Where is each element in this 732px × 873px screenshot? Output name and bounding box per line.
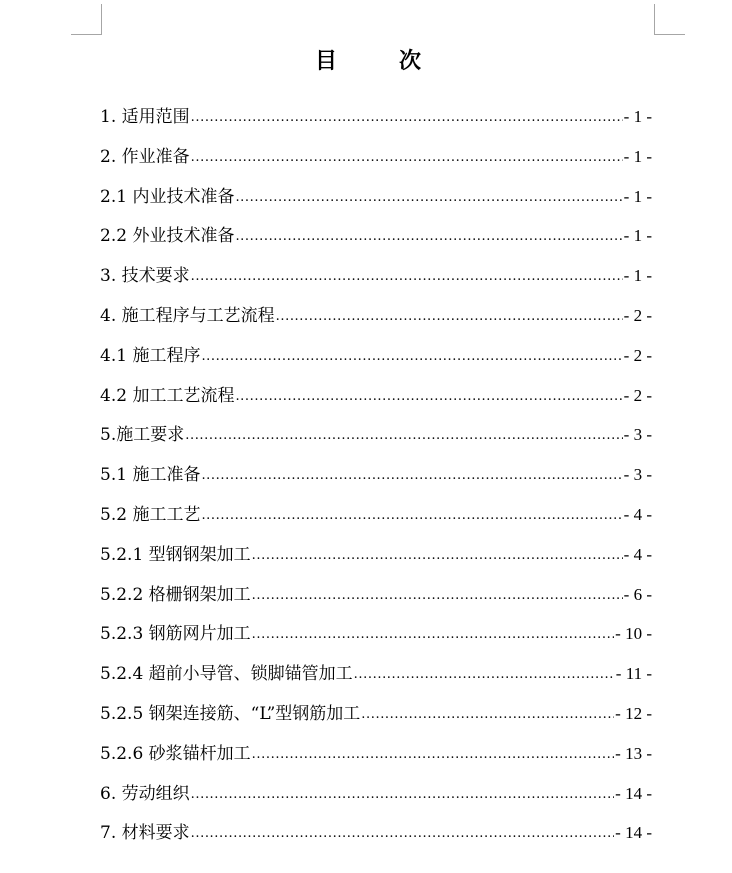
toc-entry[interactable] (100, 177, 652, 217)
toc-entry-label: 1. 适用范围 (100, 107, 190, 127)
toc-dot-leader (354, 654, 615, 695)
toc-entry[interactable] (100, 137, 652, 177)
toc-dot-leader (235, 216, 622, 257)
table-of-contents (100, 97, 652, 853)
toc-entry-label: 4. 施工程序与工艺流程 (100, 305, 275, 326)
toc-dot-leader (201, 495, 622, 536)
toc-entry[interactable] (100, 694, 652, 734)
toc-entry-label: 6. 劳动组织 (100, 783, 190, 804)
toc-entry[interactable] (100, 774, 652, 814)
toc-entry[interactable] (100, 415, 652, 455)
crop-mark-top-left (71, 4, 102, 35)
toc-entry-label: 5.2.5 钢架连接筋、“L”型钢筋加工 (100, 703, 361, 724)
toc-entry[interactable] (100, 376, 652, 416)
toc-entry[interactable] (100, 614, 652, 654)
toc-entry-label: 5.2.4 超前小导管、锁脚锚管加工 (100, 664, 353, 685)
toc-entry-label: 5.2.1 型钢钢架加工 (100, 544, 251, 565)
toc-dot-leader (252, 575, 623, 616)
toc-entry-page-number: - 14 - (615, 783, 652, 803)
toc-entry[interactable] (100, 296, 652, 336)
toc-dot-leader (191, 97, 623, 138)
toc-dot-leader (191, 774, 615, 815)
toc-entry-label: 4.1 施工程序 (100, 345, 201, 366)
toc-entry-page-number: - 6 - (623, 584, 652, 604)
toc-entry-label: 5.2.6 砂浆锚杆加工 (100, 743, 251, 764)
toc-entry-label: 7. 材料要求 (100, 823, 190, 844)
toc-dot-leader (276, 296, 623, 337)
toc-entry-label: 2. 作业准备 (100, 146, 190, 167)
toc-dot-leader (235, 376, 622, 417)
toc-dot-leader (361, 694, 614, 735)
toc-dot-leader (235, 177, 622, 218)
toc-entry-page-number: - 10 - (615, 624, 652, 644)
toc-entry[interactable] (100, 336, 652, 376)
toc-entry-page-number: - 2 - (623, 385, 652, 405)
toc-entry[interactable] (100, 813, 652, 853)
toc-entry-label: 5.1 施工准备 (100, 465, 201, 486)
toc-entry-label: 5.施工要求 (100, 425, 185, 446)
toc-dot-leader (252, 734, 615, 775)
toc-entry-page-number: - 3 - (623, 425, 652, 445)
toc-entry[interactable] (100, 455, 652, 495)
toc-entry-page-number: - 13 - (615, 743, 652, 763)
crop-mark-top-right (654, 4, 685, 35)
toc-entry-label: 2.1 内业技术准备 (100, 186, 235, 207)
toc-entry[interactable] (100, 575, 652, 615)
toc-entry-label: 3. 技术要求 (100, 266, 190, 287)
toc-entry[interactable] (100, 97, 652, 137)
toc-entry-page-number: - 11 - (615, 664, 652, 684)
toc-dot-leader (252, 614, 615, 655)
toc-entry[interactable] (100, 495, 652, 535)
toc-entry-page-number: - 2 - (623, 305, 652, 325)
toc-entry-label: 2.2 外业技术准备 (100, 226, 235, 247)
toc-dot-leader (201, 455, 622, 496)
toc-dot-leader (185, 415, 622, 456)
toc-entry-label: 5.2.3 钢筋网片加工 (100, 624, 251, 645)
toc-entry-label: 5.2.2 格栅钢架加工 (100, 584, 251, 605)
toc-entry-page-number: - 1 - (623, 226, 652, 246)
toc-entry[interactable] (100, 535, 652, 575)
toc-entry-page-number: - 3 - (623, 465, 652, 485)
toc-entry-page-number: - 1 - (623, 107, 652, 126)
toc-entry-page-number: - 1 - (623, 266, 652, 286)
toc-dot-leader (252, 535, 623, 576)
toc-entry[interactable] (100, 216, 652, 256)
toc-entry-page-number: - 4 - (623, 544, 652, 564)
toc-entry[interactable] (100, 654, 652, 694)
toc-entry-page-number: - 14 - (615, 823, 652, 843)
toc-entry-page-number: - 12 - (615, 703, 652, 723)
toc-entry[interactable] (100, 734, 652, 774)
toc-entry-label: 4.2 加工工艺流程 (100, 385, 235, 406)
toc-entry-label: 5.2 施工工艺 (100, 504, 201, 525)
toc-entry-page-number: - 2 - (623, 345, 652, 365)
toc-dot-leader (191, 137, 623, 178)
toc-entry-page-number: - 1 - (623, 186, 652, 206)
toc-entry-page-number: - 4 - (623, 504, 652, 524)
toc-title: 目 次 (314, 48, 441, 74)
toc-dot-leader (191, 256, 623, 297)
toc-dot-leader (191, 813, 615, 854)
toc-entry[interactable] (100, 256, 652, 296)
toc-entry-page-number: - 1 - (623, 146, 652, 166)
toc-dot-leader (201, 336, 622, 377)
